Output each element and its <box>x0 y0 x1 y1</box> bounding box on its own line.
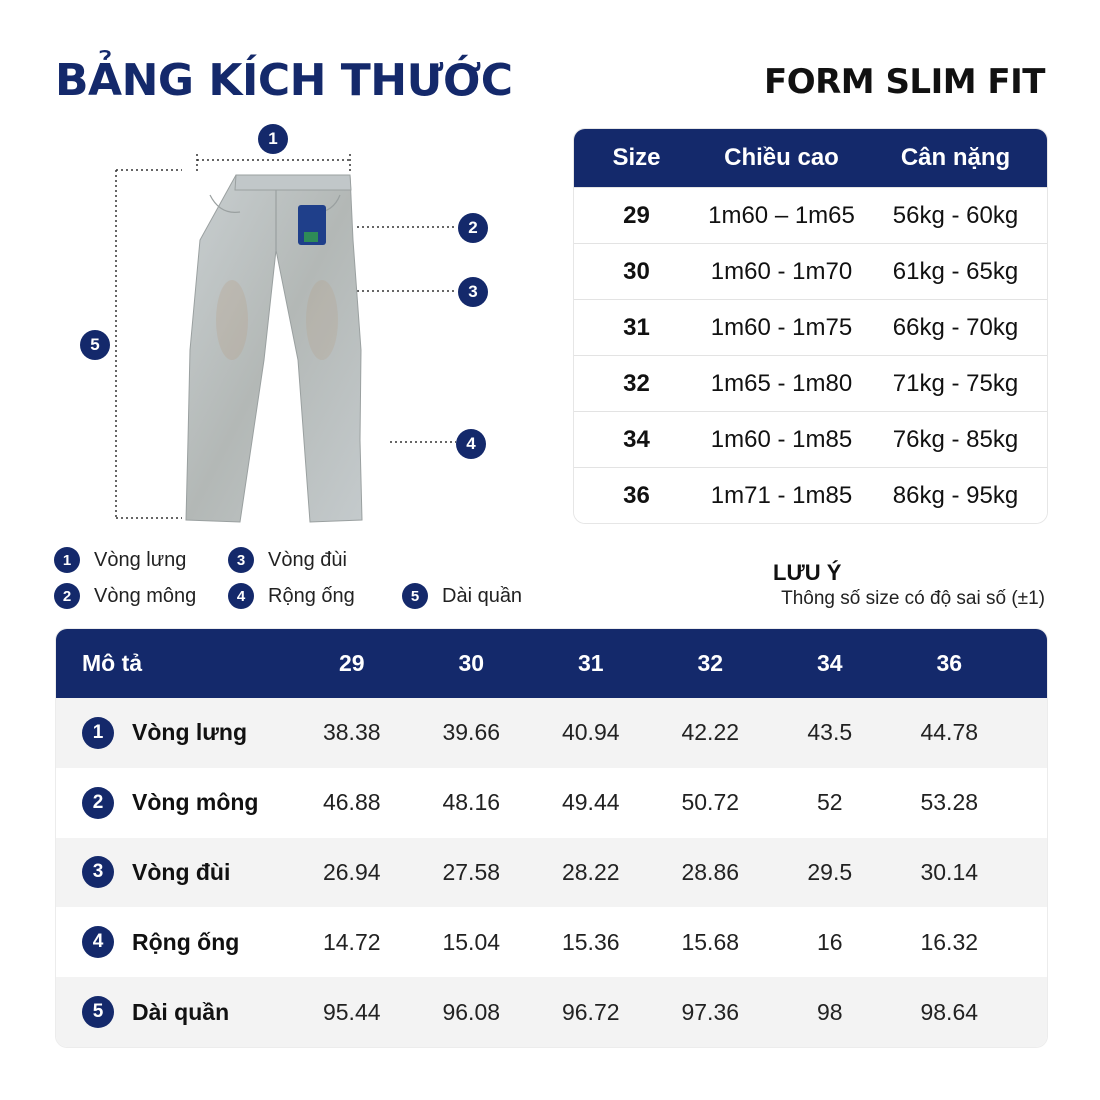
row-description <box>56 856 292 888</box>
legend-label: Dài quần <box>442 584 523 607</box>
marker-2: 2 <box>458 213 488 243</box>
table-row <box>56 838 1047 908</box>
height-cell: 1m71 - 1m85 <box>710 481 853 509</box>
legend-number: 1 <box>54 547 80 573</box>
table-row <box>574 187 1047 243</box>
row-number: 4 <box>82 926 114 958</box>
form-title: FORM SLIM FIT <box>763 62 1045 102</box>
value-cell: 28.22 <box>561 858 620 885</box>
row-number: 5 <box>82 996 114 1028</box>
marker-5: 5 <box>80 330 110 360</box>
size-header: 34 <box>816 650 843 676</box>
size-cell: 30 <box>623 257 650 285</box>
legend-item-length <box>402 583 522 609</box>
value-cell: 52 <box>816 789 843 816</box>
row-label: Vòng lưng <box>132 719 248 746</box>
weight-cell: 61kg - 65kg <box>892 257 1019 285</box>
note-text: Thông số size có độ sai số (±1) <box>781 588 1045 609</box>
legend-label: Vòng đùi <box>268 548 347 571</box>
value-cell: 95.44 <box>322 998 381 1025</box>
value-cell: 38.38 <box>322 719 381 746</box>
size-header: 36 <box>936 650 963 676</box>
height-cell: 1m60 – 1m65 <box>708 201 855 229</box>
table-row <box>56 907 1047 977</box>
height-cell: 1m60 - 1m85 <box>710 425 853 453</box>
value-cell: 27.58 <box>442 858 501 885</box>
value-cell: 49.44 <box>561 789 620 816</box>
measurement-table-header <box>56 629 1047 698</box>
table-row <box>574 355 1047 411</box>
legend-item-thigh <box>228 547 347 573</box>
size-cell: 34 <box>623 425 650 453</box>
note-title: LƯU Ý <box>773 560 842 585</box>
value-cell: 26.94 <box>322 858 381 885</box>
table-row <box>574 243 1047 299</box>
row-description <box>56 926 292 958</box>
weight-header: Cân nặng <box>900 144 1011 171</box>
size-header: 30 <box>458 650 485 676</box>
value-cell: 15.36 <box>561 928 620 955</box>
row-number: 3 <box>82 856 114 888</box>
value-cell: 15.04 <box>442 928 501 955</box>
value-cell: 53.28 <box>920 789 979 816</box>
row-label: Vòng đùi <box>132 858 231 885</box>
size-header: Size <box>612 144 661 171</box>
value-cell: 98.64 <box>920 998 979 1025</box>
marker-1: 1 <box>258 124 288 154</box>
value-cell: 30.14 <box>920 858 979 885</box>
row-label: Dài quần <box>132 998 230 1025</box>
value-cell: 14.72 <box>322 928 381 955</box>
height-header: Chiều cao <box>724 144 839 171</box>
table-row <box>574 411 1047 467</box>
height-cell: 1m60 - 1m70 <box>710 257 853 285</box>
size-cell: 31 <box>623 313 650 341</box>
value-cell: 16 <box>816 928 843 955</box>
legend-number: 3 <box>228 547 254 573</box>
legend-label: Rộng ống <box>268 584 355 607</box>
value-cell: 97.36 <box>681 998 740 1025</box>
value-cell: 42.22 <box>681 719 740 746</box>
measurement-table-body <box>56 698 1047 1047</box>
row-number: 1 <box>82 717 114 749</box>
value-cell: 46.88 <box>322 789 381 816</box>
legend-item-hip <box>54 583 196 609</box>
value-cell: 96.72 <box>561 998 620 1025</box>
weight-cell: 56kg - 60kg <box>892 201 1019 229</box>
row-description <box>56 787 292 819</box>
value-cell: 48.16 <box>442 789 501 816</box>
value-cell: 29.5 <box>807 858 853 885</box>
value-cell: 98 <box>816 998 843 1025</box>
value-cell: 43.5 <box>807 719 853 746</box>
value-cell: 16.32 <box>920 928 979 955</box>
row-label: Vòng mông <box>132 789 259 816</box>
size-header: 29 <box>338 650 365 676</box>
value-cell: 50.72 <box>681 789 740 816</box>
table-row <box>56 977 1047 1047</box>
legend-number: 2 <box>54 583 80 609</box>
value-cell: 96.08 <box>442 998 501 1025</box>
row-description <box>56 996 292 1028</box>
marker-3: 3 <box>458 277 488 307</box>
height-cell: 1m65 - 1m80 <box>710 369 853 397</box>
value-cell: 15.68 <box>681 928 740 955</box>
legend-number: 4 <box>228 583 254 609</box>
row-label: Rộng ống <box>132 928 240 955</box>
value-cell: 44.78 <box>920 719 979 746</box>
value-cell: 28.86 <box>681 858 740 885</box>
weight-cell: 71kg - 75kg <box>892 369 1019 397</box>
size-cell: 36 <box>623 481 650 509</box>
marker-4: 4 <box>456 429 486 459</box>
description-header: Mô tả <box>82 650 143 676</box>
legend-item-leg-opening <box>228 583 355 609</box>
table-row <box>574 467 1047 523</box>
legend-label: Vòng mông <box>94 584 197 607</box>
table-row <box>574 299 1047 355</box>
weight-cell: 66kg - 70kg <box>892 313 1019 341</box>
legend-item-waist <box>54 547 186 573</box>
value-cell: 40.94 <box>561 719 620 746</box>
table-row <box>56 698 1047 768</box>
page-title: BẢNG KÍCH THƯỚC <box>55 55 513 106</box>
jeans-illustration <box>70 120 490 530</box>
weight-cell: 86kg - 95kg <box>892 481 1019 509</box>
size-header: 32 <box>697 650 724 676</box>
row-number: 2 <box>82 787 114 819</box>
height-cell: 1m60 - 1m75 <box>710 313 853 341</box>
size-cell: 32 <box>623 369 650 397</box>
size-table-header <box>574 129 1047 187</box>
row-description <box>56 717 292 749</box>
legend-number: 5 <box>402 583 428 609</box>
size-cell: 29 <box>623 201 650 229</box>
weight-cell: 76kg - 85kg <box>892 425 1019 453</box>
table-row <box>56 768 1047 838</box>
size-header: 31 <box>577 650 604 676</box>
legend-label: Vòng lưng <box>94 548 187 571</box>
value-cell: 39.66 <box>442 719 501 746</box>
measurement-table <box>55 628 1048 1048</box>
size-table <box>573 128 1048 524</box>
